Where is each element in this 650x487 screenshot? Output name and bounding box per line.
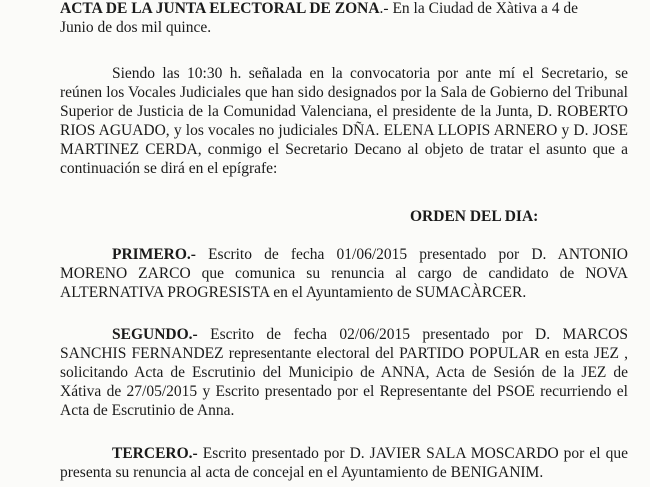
agenda-item-segundo	[60, 325, 628, 420]
document-title-rest: .- En la Ciudad de Xàtiva a 4 de	[379, 0, 578, 17]
agenda-item-label: PRIMERO.-	[112, 246, 196, 263]
document-title: ACTA DE LA JUNTA ELECTORAL DE ZONA	[60, 0, 380, 17]
intro-paragraph: Siendo las 10:30 h. señalada en la convocatoria por ante mí el Secretario, se reúnen los Vocales Judiciales que han sido designados por la Sala de Gobierno del Tribunal Superior de Justicia de la Comunidad Valenciana, el presidente de la Junta, D. ROBERTO RIOS AGUADO, y los vocales no judiciales DÑA. ELENA LLOPIS ARNERO y D. JOSE MARTINEZ CERDA, conmigo el Secretario Decano al objeto de tratar el asunto que a continuación se dirá en el epígrafe:	[60, 65, 628, 177]
agenda-item-label: TERCERO.-	[112, 445, 198, 462]
agenda-item-text: Escrito presentado por D. JAVIER SALA MOSCARDO por el que presenta su renuncia al acta de concejal en el Ayuntamiento de BENIGANIM.	[60, 445, 628, 481]
agenda-item-tercero	[60, 444, 628, 482]
orden-del-dia-heading: ORDEN DEL DIA:	[410, 208, 539, 225]
document-date-line: Junio de dos mil quince.	[60, 19, 212, 36]
agenda-item-primero	[60, 245, 628, 302]
agenda-item-label: SEGUNDO.-	[112, 326, 198, 343]
agenda-item-text: Escrito de fecha 02/06/2015 presentado por D. MARCOS SANCHIS FERNANDEZ representante electoral del PARTIDO POPULAR en esta JEZ , solicitando Acta de Escrutinio del Municipio de ANNA, Acta de Sesión de la JEZ de Xátiva de 27/05/2015 y Escrito presentado por el Representante del PSOE recurriendo el Acta de Escrutinio de Anna.	[60, 326, 628, 419]
document-header	[60, 0, 628, 37]
agenda-item-text: Escrito de fecha 01/06/2015 presentado por D. ANTONIO MORENO ZARCO que comunica su renuncia al cargo de candidato de NOVA ALTERNATIVA PROGRESISTA en el Ayuntamiento de SUMACÀRCER.	[60, 246, 628, 301]
